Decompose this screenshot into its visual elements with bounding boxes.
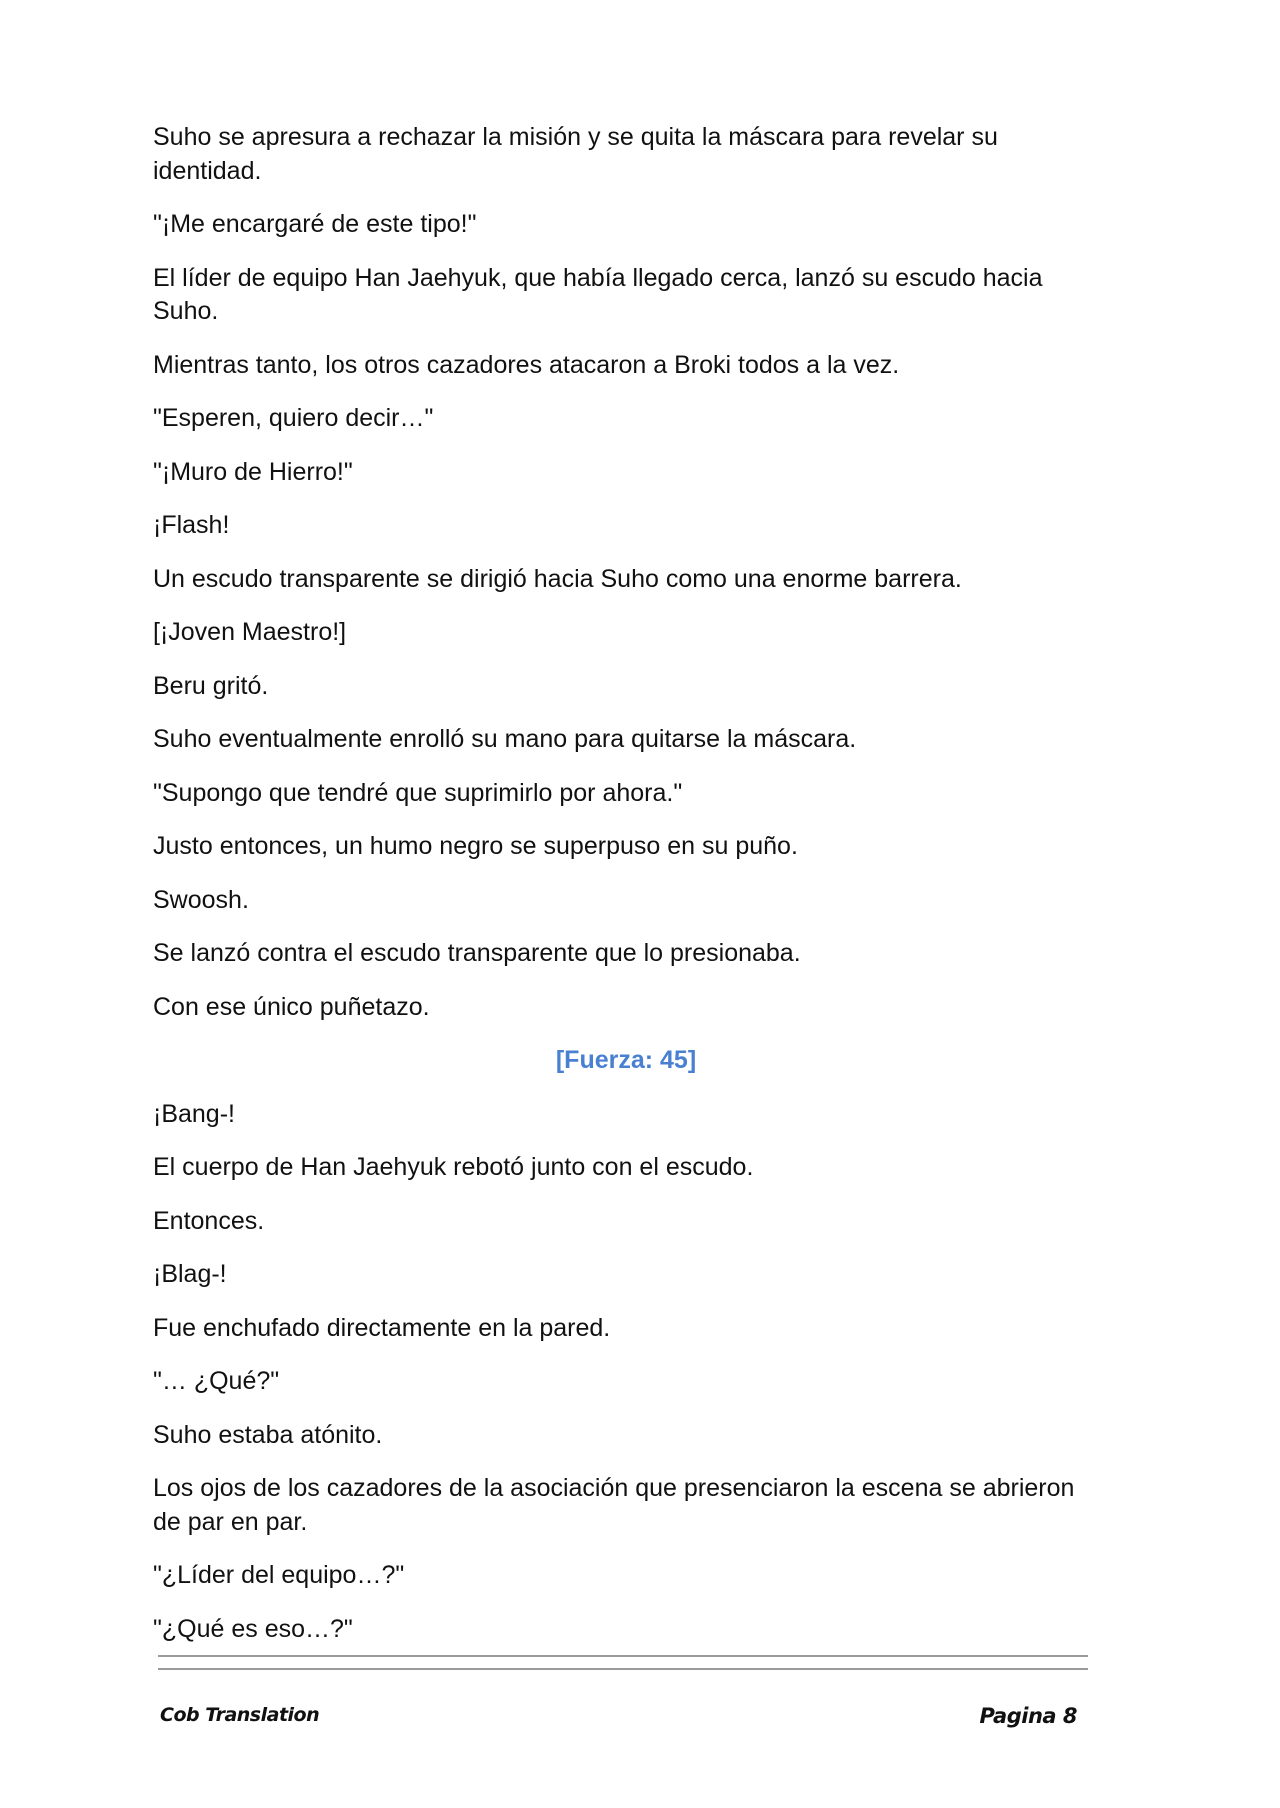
paragraph: "¡Muro de Hierro!" <box>153 457 353 486</box>
paragraph: Suho se apresura a rechazar la misión y se quita la máscara para revelar su identidad. <box>153 123 998 185</box>
paragraph: ¡Flash! <box>153 511 230 539</box>
paragraph: Con ese único puñetazo. <box>153 992 430 1021</box>
paragraph: ¡Blag-! <box>153 1260 227 1288</box>
paragraph: "Supongo que tendré que suprimirlo por ahora." <box>153 778 683 807</box>
system-stat-message: [Fuerza: 45] <box>555 1046 697 1074</box>
footer-credit: Cob Translation <box>160 1704 320 1726</box>
paragraph: Justo entonces, un humo negro se superpuso en su puño. <box>153 832 798 860</box>
paragraph: Un escudo transparente se dirigió hacia Suho como una enorme barrera. <box>153 564 962 593</box>
page-body <box>153 121 1099 1666</box>
footer-divider-bottom <box>158 1668 1088 1670</box>
page-number: Pagina 8 <box>979 1704 1077 1728</box>
paragraph: "… ¿Qué?" <box>153 1367 280 1395</box>
paragraph: ¡Bang-! <box>153 1099 235 1128</box>
paragraph: Entonces. <box>153 1206 265 1235</box>
paragraph: El líder de equipo Han Jaehyuk, que había llegado cerca, lanzó su escudo hacia Suho. <box>153 263 1043 325</box>
paragraph: "¡Me encargaré de este tipo!" <box>153 210 477 238</box>
paragraph: Mientras tanto, los otros cazadores atacaron a Broki todos a la vez. <box>153 350 900 379</box>
paragraph: Fue enchufado directamente en la pared. <box>153 1313 611 1342</box>
paragraph: "¿Qué es eso…?" <box>153 1614 353 1643</box>
paragraph: Beru gritó. <box>153 671 269 700</box>
paragraph: Suho eventualmente enrolló su mano para quitarse la máscara. <box>153 725 857 753</box>
paragraph: "Esperen, quiero decir…" <box>153 404 434 432</box>
paragraph: El cuerpo de Han Jaehyuk rebotó junto con el escudo. <box>153 1153 754 1181</box>
paragraph: Los ojos de los cazadores de la asociación que presenciaron la escena se abrieron de par en par. <box>153 1474 1075 1536</box>
paragraph: Swoosh. <box>153 885 249 914</box>
paragraph: [¡Joven Maestro!] <box>153 618 347 646</box>
footer-divider-top <box>158 1655 1088 1657</box>
paragraph: Se lanzó contra el escudo transparente que lo presionaba. <box>153 939 801 967</box>
paragraph: Suho estaba atónito. <box>153 1420 383 1449</box>
paragraph: "¿Líder del equipo…?" <box>153 1561 405 1589</box>
